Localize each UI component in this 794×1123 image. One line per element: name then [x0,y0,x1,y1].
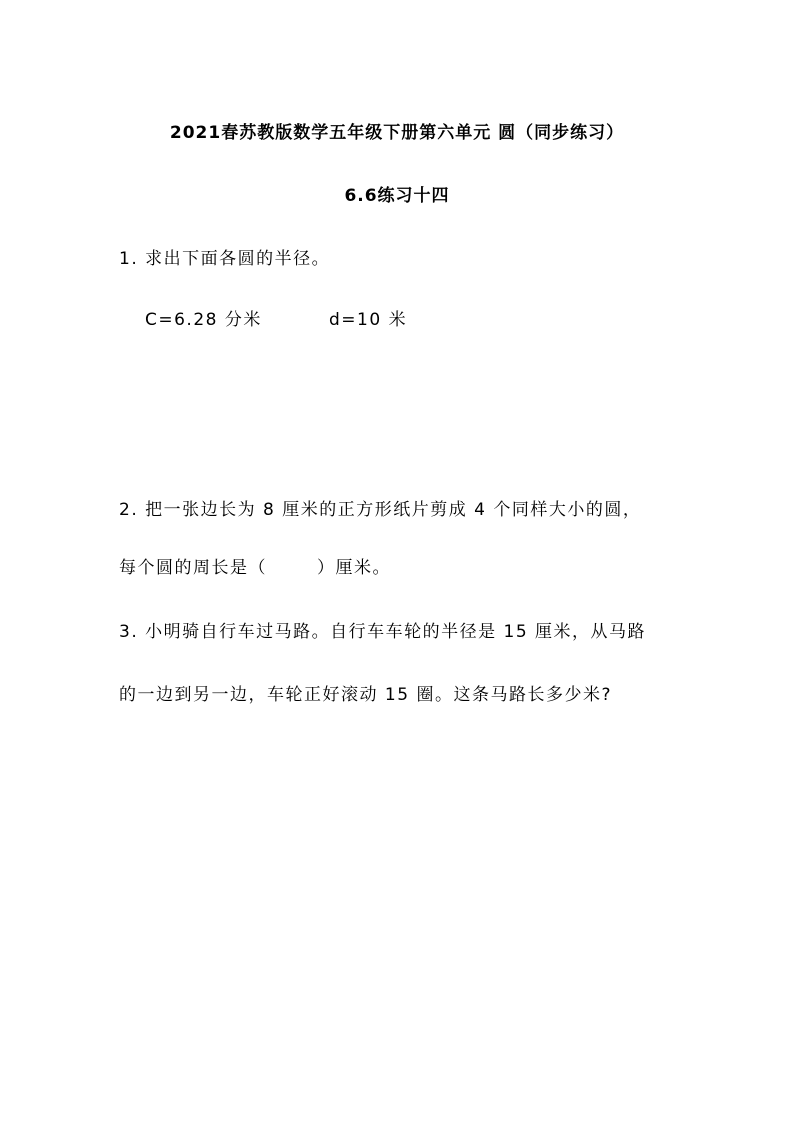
page-title: 2021春苏教版数学五年级下册第六单元 圆（同步练习） [169,123,625,143]
page-subtitle: 6.6练习十四 [344,186,450,206]
question-3-line-2: 的一边到另一边，车轮正好滚动 15 圈。这条马路长多少米? [119,685,612,705]
question-2-suffix: ）厘米。 [317,558,391,578]
question-1-diameter: d=10 米 [329,310,408,330]
question-1-text: 1. 求出下面各圆的半径。 [119,249,331,269]
question-2-line-1: 2. 把一张边长为 8 厘米的正方形纸片剪成 4 个同样大小的圆， [119,500,642,520]
question-2-line-2 [119,553,391,578]
question-1-items [145,305,408,330]
question-3-line-1: 3. 小明骑自行车过马路。自行车车轮的半径是 15 厘米，从马路 [119,622,647,642]
question-1-circumference: C=6.28 分米 [145,310,262,330]
question-2-prefix: 每个圆的周长是（ [119,558,267,578]
